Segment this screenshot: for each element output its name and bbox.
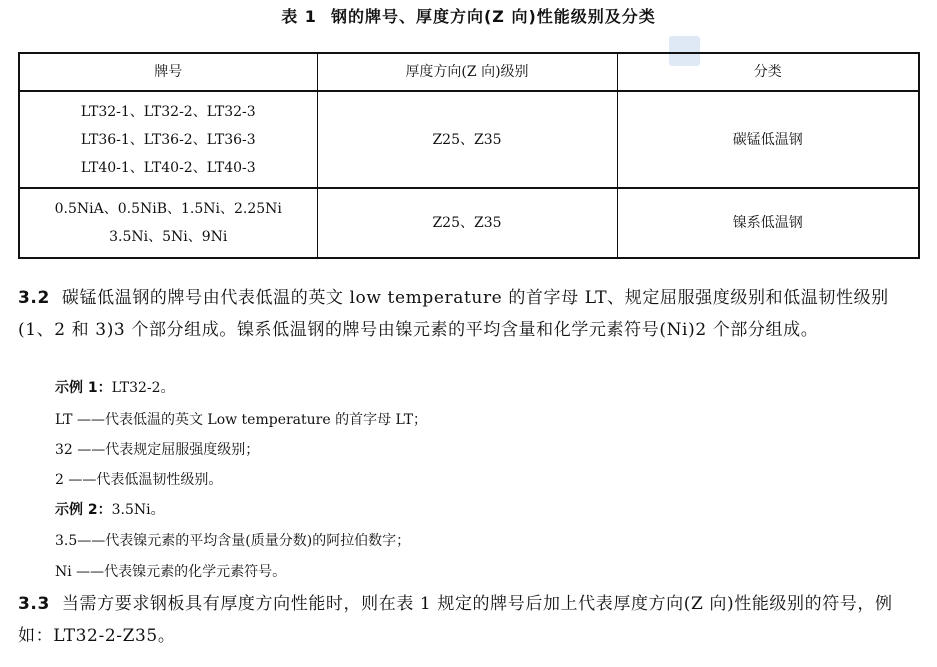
- example-line: 32 ——代表规定屈服强度级别；: [55, 442, 260, 458]
- grade-cell: [19, 188, 317, 258]
- grade-line: 0.5NiA、0.5NiB、1.5Ni、2.25Ni: [54, 201, 282, 217]
- section-text: 当需方要求钢板具有厚度方向性能时，则在表 1 规定的牌号后加上代表厚度方向(Z 向)性能级别的符号，例如：LT32-2-Z35。: [18, 594, 893, 646]
- example-2-heading: [55, 500, 165, 520]
- grade-table: [18, 52, 920, 259]
- table-row: [19, 91, 919, 188]
- table-caption: [0, 4, 937, 27]
- example-label: 示例 1：: [55, 380, 112, 396]
- table-row: [19, 188, 919, 258]
- example-line: LT ——代表低温的英文 Low temperature 的首字母 LT；: [55, 412, 428, 428]
- category-cell: 镍系低温钢: [617, 188, 919, 258]
- example-value: 3.5Ni。: [111, 502, 165, 518]
- example-value: LT32-2。: [111, 380, 175, 396]
- example-1-heading: [55, 378, 175, 398]
- header-category: 分类: [617, 53, 919, 91]
- grade-line: LT32-1、LT32-2、LT32-3: [80, 103, 256, 120]
- table-title: 钢的牌号、厚度方向(Z 向)性能级别及分类: [330, 7, 656, 26]
- section-number: 3.3: [18, 594, 50, 614]
- category-cell: 碳锰低温钢: [617, 91, 919, 188]
- grade-line: LT40-1、LT40-2、LT40-3: [80, 159, 256, 176]
- z-level-cell: Z25、Z35: [317, 188, 617, 258]
- grade-line: LT36-1、LT36-2、LT36-3: [80, 131, 256, 148]
- section-text: 碳锰低温钢的牌号由代表低温的英文 low temperature 的首字母 LT、规定屈服强度级别和低温韧性级别(1、2 和 3)3 个部分组成。镍系低温钢的牌号由镍元素的平均含量和化学元素符号(Ni)2 个部分组成。: [18, 288, 889, 340]
- table-number: 表 1: [281, 7, 317, 26]
- header-grade: 牌号: [19, 53, 317, 91]
- section-3-2: [18, 282, 918, 346]
- example-line: 2 ——代表低温韧性级别。: [55, 472, 223, 488]
- z-level-cell: Z25、Z35: [317, 91, 617, 188]
- grade-cell: [19, 91, 317, 188]
- header-z-level: 厚度方向(Z 向)级别: [317, 53, 617, 91]
- grade-line: 3.5Ni、5Ni、9Ni: [109, 229, 228, 245]
- section-number: 3.2: [18, 288, 50, 308]
- example-label: 示例 2：: [55, 502, 112, 518]
- example-line: Ni ——代表镍元素的化学元素符号。: [55, 564, 287, 580]
- section-3-3: [18, 588, 918, 652]
- table-header-row: [19, 53, 919, 91]
- example-line: 3.5——代表镍元素的平均含量(质量分数)的阿拉伯数字；: [55, 533, 411, 549]
